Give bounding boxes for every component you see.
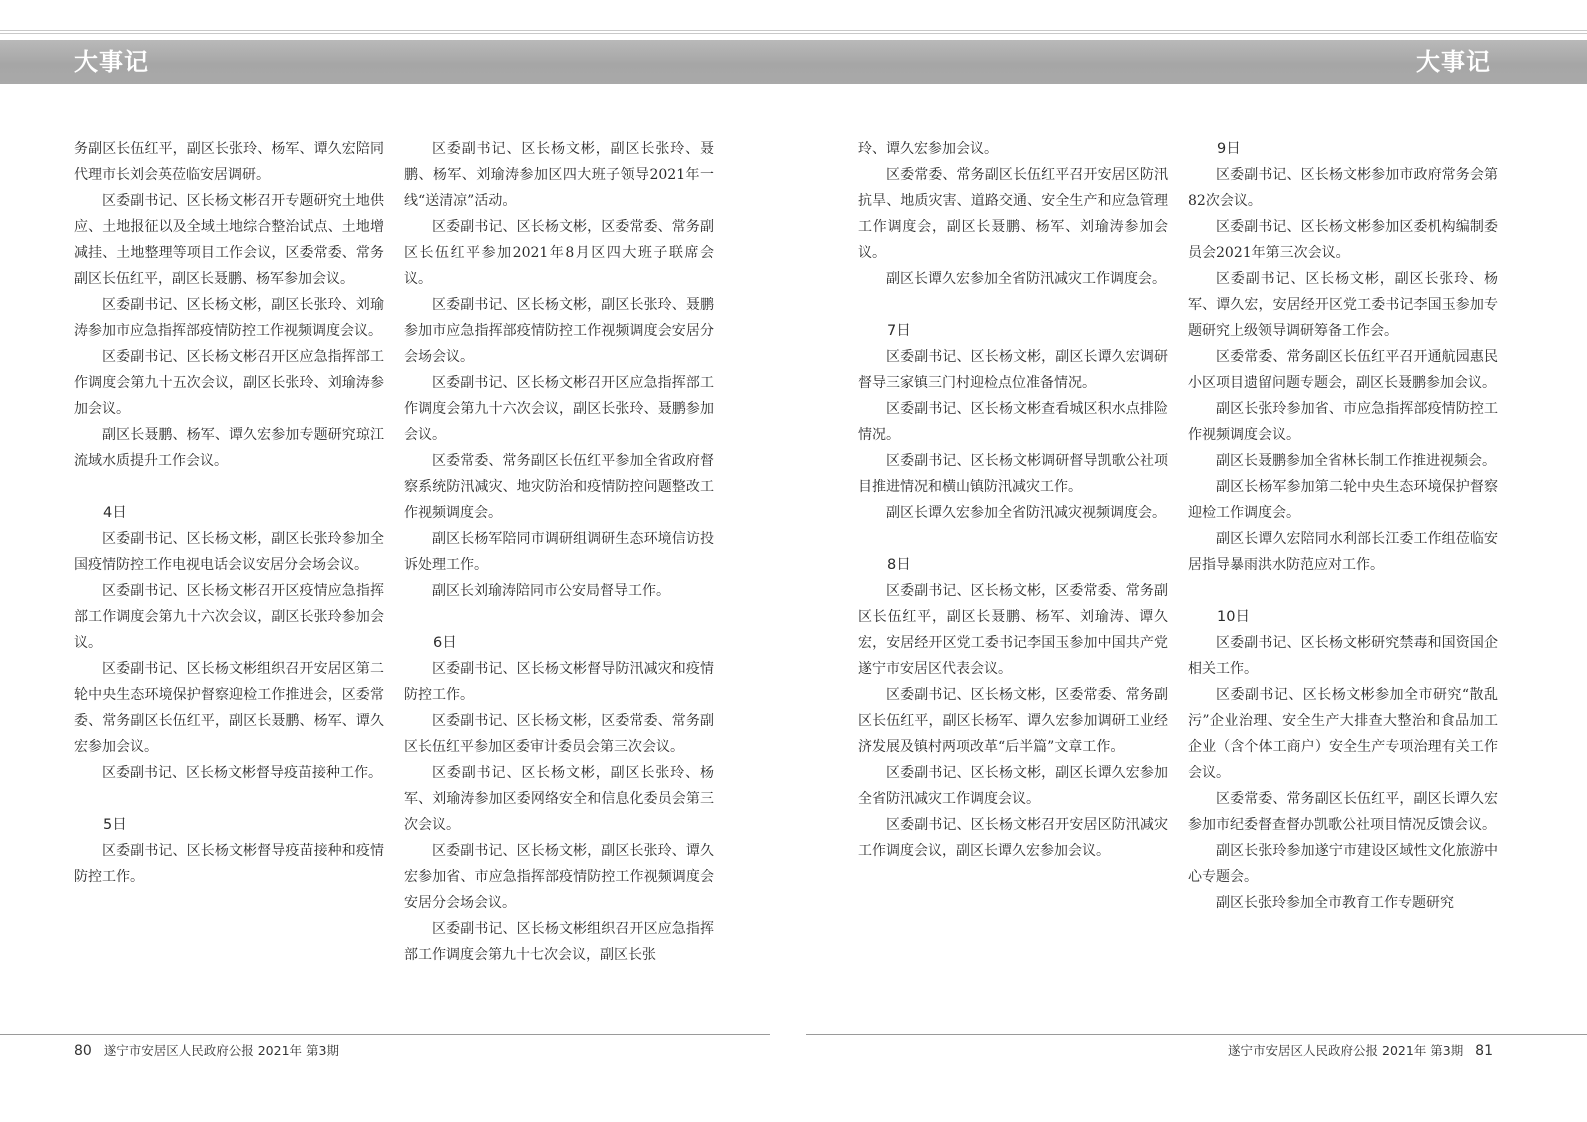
entry-paragraph: 区委副书记、区长杨文彬召开安居区防汛减灾工作调度会议，副区长谭久宏参加会议。: [858, 817, 1168, 859]
text-column-4: [1188, 136, 1498, 1016]
entry-paragraph: 副区长张玲参加遂宁市建设区域性文化旅游中心专题会。: [1188, 843, 1498, 885]
text-column-1: [74, 136, 384, 1016]
date-heading: 4日: [103, 505, 127, 521]
entry-paragraph: 区委副书记、区长杨文彬督导疫苗接种和疫情防控工作。: [74, 843, 384, 885]
date-heading: 8日: [887, 557, 911, 573]
left-section-title: 大事记: [74, 48, 149, 76]
entry-paragraph: 区委副书记、区长杨文彬，副区长张玲、聂鹏参加市应急指挥部疫情防控工作视频调度会安居分会场会议。: [404, 297, 714, 365]
entry-paragraph: 区委副书记、区长杨文彬召开区疫情应急指挥部工作调度会第九十六次会议，副区长张玲参加会议。: [74, 583, 384, 651]
entry-paragraph: 区委副书记、区长杨文彬，副区长张玲、聂鹏、杨军、刘瑜涛参加区四大班子领导2021年一线“送清凉”活动。: [404, 141, 714, 209]
entry-paragraph: 区委副书记、区长杨文彬督导疫苗接种工作。: [102, 765, 382, 781]
right-footer: [1228, 1041, 1493, 1059]
entry-paragraph: 区委副书记、区长杨文彬，副区长张玲、杨军、刘瑜涛参加区委网络安全和信息化委员会第三次会议。: [404, 765, 714, 833]
entry-paragraph: 副区长聂鹏、杨军、谭久宏参加专题研究琼江流域水质提升工作会议。: [74, 427, 384, 469]
entry-paragraph: 区委副书记、区长杨文彬，副区长张玲参加全国疫情防控工作电视电话会议安居分会场会议。: [74, 531, 384, 573]
entry-paragraph: 副区长谭久宏陪同水利部长江委工作组莅临安居指导暴雨洪水防范应对工作。: [1188, 531, 1498, 573]
entry-paragraph: 副区长张玲参加省、市应急指挥部疫情防控工作视频调度会议。: [1188, 401, 1498, 443]
right-publication-name: 遂宁市安居区人民政府公报 2021年 第3期: [1228, 1043, 1464, 1058]
date-heading: 5日: [103, 817, 127, 833]
entry-paragraph: 区委副书记、区长杨文彬，区委常委、常务副区长伍红平参加区委审计委员会第三次会议。: [404, 713, 714, 755]
entry-paragraph: 区委副书记、区长杨文彬参加市政府常务会第82次会议。: [1188, 167, 1498, 209]
entry-paragraph: 区委副书记、区长杨文彬研究禁毒和国资国企相关工作。: [1188, 635, 1498, 677]
entry-paragraph: 区委副书记、区长杨文彬查看城区积水点排险情况。: [858, 401, 1168, 443]
left-footer: [74, 1041, 339, 1059]
entry-paragraph: 玲、谭久宏参加会议。: [858, 141, 998, 157]
date-heading: 9日: [1217, 141, 1241, 157]
entry-paragraph: 区委副书记、区长杨文彬，区委常委、常务副区长伍红平参加2021年8月区四大班子联席会议。: [404, 219, 714, 287]
entry-paragraph: 副区长杨军陪同市调研组调研生态环境信访投诉处理工作。: [404, 531, 714, 573]
right-section-title: 大事记: [1416, 48, 1491, 76]
entry-paragraph: 区委副书记、区长杨文彬，副区长张玲、刘瑜涛参加市应急指挥部疫情防控工作视频调度会议。: [74, 297, 384, 339]
entry-paragraph: 区委常委、常务副区长伍红平召开安居区防汛抗旱、地质灾害、道路交通、安全生产和应急管理工作调度会，副区长聂鹏、杨军、刘瑜涛参加会议。: [858, 167, 1168, 261]
entry-paragraph: 副区长谭久宏参加全省防汛减灾工作调度会。: [886, 271, 1166, 287]
text-column-2: [404, 136, 714, 1016]
entry-paragraph: 副区长谭久宏参加全省防汛减灾视频调度会。: [886, 505, 1166, 521]
right-page-number: 81: [1475, 1043, 1493, 1059]
entry-paragraph: 务副区长伍红平，副区长张玲、杨军、谭久宏陪同代理市长刘会英莅临安居调研。: [74, 141, 384, 183]
entry-paragraph: 副区长刘瑜涛陪同市公安局督导工作。: [432, 583, 670, 599]
entry-paragraph: 副区长张玲参加全市教育工作专题研究: [1216, 895, 1454, 911]
entry-paragraph: 区委副书记、区长杨文彬督导防汛减灾和疫情防控工作。: [404, 661, 714, 703]
entry-paragraph: 区委副书记、区长杨文彬参加区委机构编制委员会2021年第三次会议。: [1188, 219, 1498, 261]
entry-paragraph: 区委副书记、区长杨文彬召开区应急指挥部工作调度会第九十五次会议，副区长张玲、刘瑜涛参加会议。: [74, 349, 384, 417]
entry-paragraph: 区委副书记、区长杨文彬组织召开区应急指挥部工作调度会第九十七次会议，副区长张: [404, 921, 714, 963]
entry-paragraph: 区委常委、常务副区长伍红平召开通航园惠民小区项目遗留问题专题会，副区长聂鹏参加会议。: [1188, 349, 1498, 391]
entry-paragraph: 区委副书记、区长杨文彬召开专题研究土地供应、土地报征以及全域土地综合整治试点、土地增减挂、土地整理等项目工作会议，区委常委、常务副区长伍红平，副区长聂鹏、杨军参加会议。: [74, 193, 384, 287]
left-page-number: 80: [74, 1043, 92, 1059]
entry-paragraph: 副区长杨军参加第二轮中央生态环境保护督察迎检工作调度会。: [1188, 479, 1498, 521]
left-publication-name: 遂宁市安居区人民政府公报 2021年 第3期: [103, 1043, 339, 1058]
entry-paragraph: 区委副书记、区长杨文彬调研督导凯歌公社项目推进情况和横山镇防汛减灾工作。: [858, 453, 1168, 495]
entry-paragraph: 区委副书记、区长杨文彬，区委常委、常务副区长伍红平，副区长杨军、谭久宏参加调研工业经济发展及镇村两项改革“后半篇”文章工作。: [858, 687, 1168, 755]
entry-paragraph: 区委常委、常务副区长伍红平，副区长谭久宏参加市纪委督查督办凯歌公社项目情况反馈会议。: [1188, 791, 1498, 833]
date-heading: 10日: [1217, 609, 1250, 625]
text-column-3: [858, 136, 1168, 1016]
header-band: [0, 40, 1587, 84]
entry-paragraph: 副区长聂鹏参加全省林长制工作推进视频会。: [1216, 453, 1496, 469]
entry-paragraph: 区委副书记、区长杨文彬召开区应急指挥部工作调度会第九十六次会议，副区长张玲、聂鹏参加会议。: [404, 375, 714, 443]
entry-paragraph: 区委副书记、区长杨文彬，副区长谭久宏参加全省防汛减灾工作调度会议。: [858, 765, 1168, 807]
date-heading: 6日: [433, 635, 457, 651]
date-heading: 7日: [887, 323, 911, 339]
entry-paragraph: 区委副书记、区长杨文彬，区委常委、常务副区长伍红平，副区长聂鹏、杨军、刘瑜涛、谭久宏，安居经开区党工委书记李国玉参加中国共产党遂宁市安居区代表会议。: [858, 583, 1168, 677]
entry-paragraph: 区委常委、常务副区长伍红平参加全省政府督察系统防汛减灾、地灾防治和疫情防控问题整改工作视频调度会。: [404, 453, 714, 521]
entry-paragraph: 区委副书记、区长杨文彬参加全市研究“散乱污”企业治理、安全生产大排查大整治和食品加工企业（含个体工商户）安全生产专项治理有关工作会议。: [1188, 687, 1498, 781]
entry-paragraph: 区委副书记、区长杨文彬，副区长张玲、谭久宏参加省、市应急指挥部疫情防控工作视频调度会安居分会场会议。: [404, 843, 714, 911]
top-rule-upper: [0, 30, 1587, 31]
left-footer-rule: [0, 1034, 770, 1035]
entry-paragraph: 区委副书记、区长杨文彬，副区长谭久宏调研督导三家镇三门村迎检点位准备情况。: [858, 349, 1168, 391]
top-rule-lower: [0, 33, 1587, 34]
entry-paragraph: 区委副书记、区长杨文彬组织召开安居区第二轮中央生态环境保护督察迎检工作推进会，区委常委、常务副区长伍红平，副区长聂鹏、杨军、谭久宏参加会议。: [74, 661, 384, 755]
entry-paragraph: 区委副书记、区长杨文彬，副区长张玲、杨军、谭久宏，安居经开区党工委书记李国玉参加专题研究上级领导调研筹备工作会。: [1188, 271, 1498, 339]
right-footer-rule: [806, 1034, 1587, 1035]
